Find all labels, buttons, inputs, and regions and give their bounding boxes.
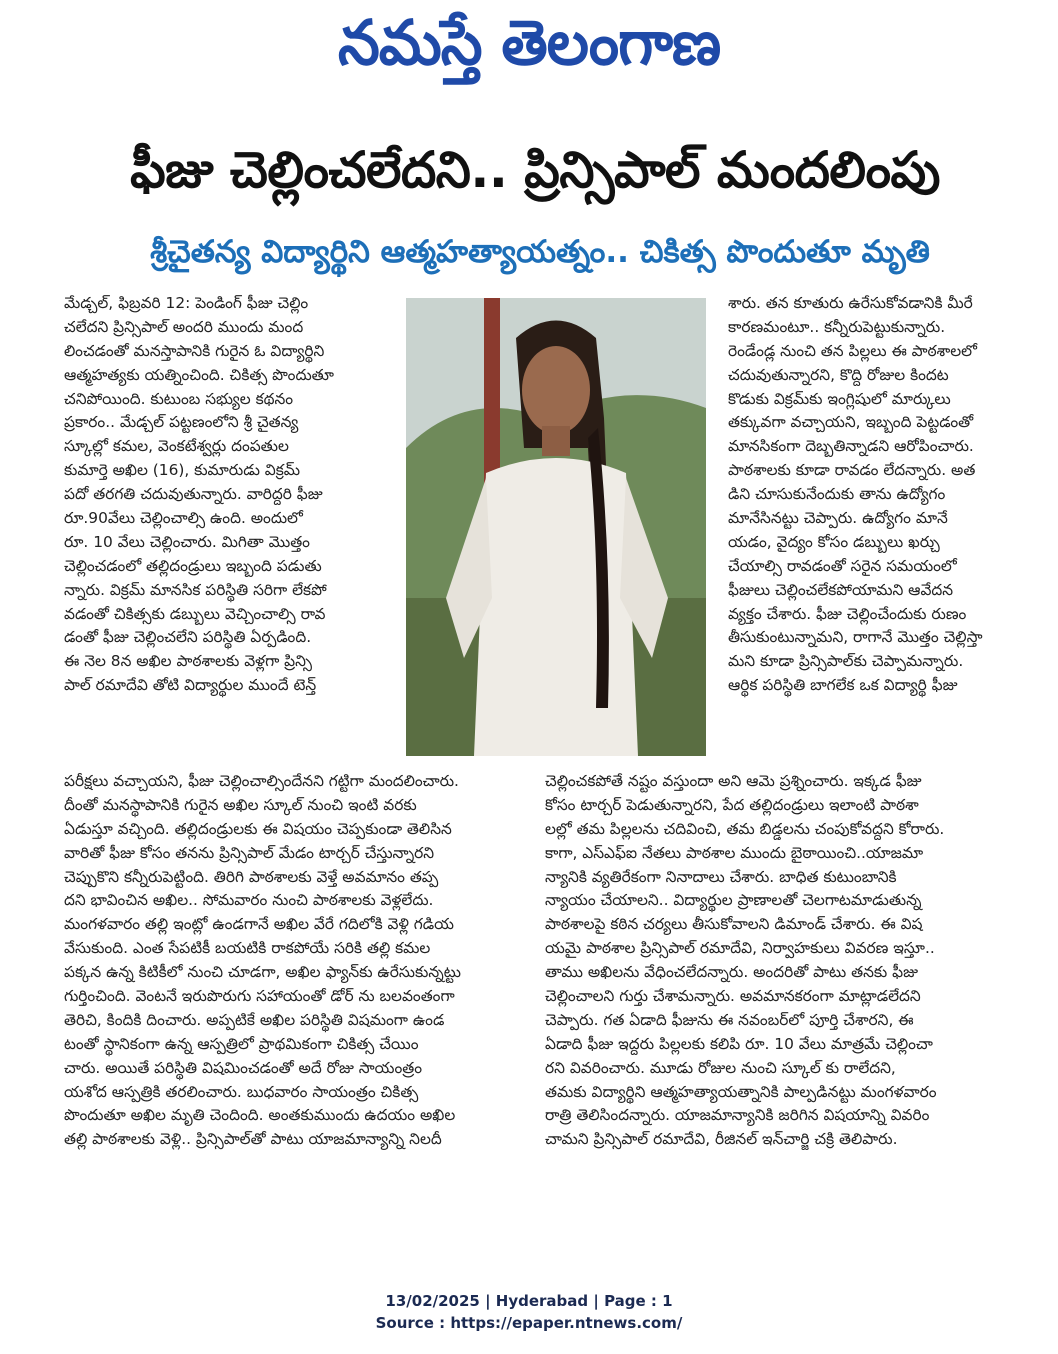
student-photo bbox=[406, 298, 706, 756]
article-line: చనిపోయింది. కుటుంబ సభ్యుల కథనం bbox=[64, 389, 294, 408]
article-line: పాఠశాలకు కూడా రావడం లేదన్నారు. అత bbox=[728, 461, 976, 480]
article-line: తాము అఖిలను వేధించలేదన్నారు. అందరితో పాటు తనకు ఫీజు bbox=[545, 963, 918, 982]
masthead bbox=[0, 2, 1058, 84]
article-line: చలేదని ప్రిన్సిపాల్ అందరి ముందు మంద bbox=[64, 317, 304, 336]
article-line: ఏడాది ఫీజు ఇద్దరు పిల్లలకు కలిపి రూ. 10 వేలు మాత్రమే చెల్లించా bbox=[545, 1034, 933, 1053]
article-line: రని వివరించారు. మూడు రోజుల నుంచి స్కూల్ కు రాలేదని, bbox=[545, 1058, 896, 1077]
article-line: న్యాయం చేయాలని.. విద్యార్థుల ప్రాణాలతో చెలగాటమాడుతున్న bbox=[545, 891, 922, 910]
article-line: తెరిచి, కిందికి దించారు. అప్పటికే అఖిల పరిస్థితి విషమంగా ఉండ bbox=[64, 1010, 445, 1029]
article-line: కొడుకు విక్రమ్‌కు ఇంగ్లిషులో మార్కులు bbox=[728, 389, 951, 408]
article-line: పరీక్షలు వచ్చాయని, ఫీజు చెల్లించాల్సిందేనని గట్టిగా మందలించారు. bbox=[64, 772, 459, 790]
article-line: చెప్పుకొని కన్నీరుపెట్టింది. తిరిగి పాఠశాలకు వెళ్తే అవమానం తప్ప bbox=[64, 867, 439, 886]
article-line: పాఠశాలపై కఠిన చర్యలు తీసుకోవాలని డిమాండ్ చేశారు. ఈ విష bbox=[545, 915, 923, 934]
article-line: లించడంతో మనస్తాపానికి గురైన ఓ విద్యార్థిని bbox=[64, 341, 325, 360]
photo-kurta bbox=[474, 458, 638, 756]
article-line: వడంతో చికిత్సకు డబ్బులు వెచ్చించాల్సి రావ bbox=[64, 604, 326, 623]
article-column-right-top bbox=[728, 292, 998, 698]
article-line: మని కూడా ప్రిన్సిపాల్‌కు చెప్పామన్నారు. bbox=[728, 652, 964, 671]
article-line: ప్రకారం.. మేడ్చల్ పట్టణంలోని శ్రీ చైతన్య bbox=[64, 413, 299, 432]
article-line: దని భావించిన అఖిల.. సోమవారం నుంచి పాఠశాలకు వెళ్లలేదు. bbox=[64, 891, 434, 910]
article-line: యడం, వైద్యం కోసం డబ్బులు ఖర్చు bbox=[728, 532, 940, 551]
article-line: యశోద ఆస్పత్రికి తరలించారు. బుధవారం సాయంత్రం చికిత్స bbox=[64, 1082, 419, 1101]
photo-face bbox=[522, 346, 590, 434]
article-line: తమకు విద్యార్థిని ఆత్మహత్యాయత్నానికి పాల్పడినట్టు మంగళవారం bbox=[545, 1082, 937, 1101]
footer-date-edition: 13/02/2025 | Hyderabad | Page : 1 bbox=[385, 1292, 673, 1310]
article-line: డంతో ఫీజు చెల్లించలేని పరిస్థితి ఏర్పడింది. bbox=[64, 628, 312, 647]
article-subheadline: శ్రీచైతన్య విద్యార్థిని ఆత్మహత్యాయత్నం.. చికిత్స పొందుతూ మృతి bbox=[150, 234, 930, 270]
article-line: మానేసినట్టు చెప్పారు. ఉద్యోగం మానే bbox=[728, 509, 948, 528]
article-line: రాత్రి తెలిసిందన్నారు. యాజమాన్యానికి జరిగిన విషయాన్ని వివరిం bbox=[545, 1106, 930, 1125]
newspaper-logo: నమస్తే తెలంగాణ bbox=[337, 6, 721, 79]
article-line: కాగా, ఎస్ఎఫ్ఐ నేతలు పాఠశాల ముందు బైఠాయించి..యాజమా bbox=[545, 843, 924, 862]
article-line: చదువుతున్నారని, కొద్ది రోజుల కిందట bbox=[728, 365, 949, 384]
article-line: తల్లి పాఠశాలకు వెళ్లి.. ప్రిన్సిపాల్‌తో పాటు యాజమాన్యాన్ని నిలదీ bbox=[64, 1130, 442, 1149]
article-line: తీసుకుంటున్నామని, రాగానే మొత్తం చెల్లిస్తా bbox=[728, 628, 983, 647]
article-line: వారితో ఫీజు కోసం తనను ప్రిన్సిపాల్ మేడం టార్చర్ చేస్తున్నారని bbox=[64, 843, 435, 862]
article-line: డిని చూసుకునేందుకు తాను ఉద్యోగం bbox=[728, 485, 946, 504]
article-line: మంగళవారం తల్లి ఇంట్లో ఉండగానే అఖిల వేరే గదిలోకి వెళ్లి గడియ bbox=[64, 915, 454, 934]
article-line: వేసుకుంది. ఎంత సేపటికీ బయటికి రాకపోయే సరికి తల్లి కమల bbox=[64, 939, 431, 958]
article-line: శారు. తన కూతురు ఉరేసుకోవడానికి మీరే bbox=[728, 294, 973, 312]
article-line: రూ.90వేలు చెల్లించాల్సి ఉంది. అందులో bbox=[64, 509, 303, 528]
article-line: ఏడుస్తూ వచ్చింది. తల్లిదండ్రులకు ఈ విషయం చెప్పకుండా తెలిసిన bbox=[64, 819, 452, 838]
article-line: చారు. అయితే పరిస్థితి విషమించడంతో అదే రోజు సాయంత్రం bbox=[64, 1058, 423, 1077]
article-line: స్కూల్లో కమల, వెంకటేశ్వర్లు దంపతుల bbox=[64, 437, 289, 456]
article-line: పొందుతూ అఖిల మృతి చెందింది. అంతకుముందు ఉదయం అఖిల bbox=[64, 1106, 456, 1125]
article-line: దీంతో మనస్థాపానికి గురైన అఖిల స్కూల్ నుంచి ఇంటి వరకు bbox=[64, 795, 417, 814]
article-line: మానసికంగా దెబ్బతిన్నాడని ఆరోపించారు. bbox=[728, 437, 974, 456]
article-line: పక్కన ఉన్న కిటికీలో నుంచి చూడగా, అఖిల ఫ్యాన్‌కు ఉరేసుకున్నట్టు bbox=[64, 963, 461, 982]
article-line: మేడ్చల్, ఫిబ్రవరి 12: పెండింగ్ ఫీజు చెల్లిం bbox=[64, 294, 309, 312]
article-line: యమై పాఠశాల ప్రిన్సిపాల్ రమాదేవి, నిర్వాహకులు వివరణ ఇస్తూ.. bbox=[545, 939, 935, 958]
article-line: చెప్పారు. గత ఏడాది ఫీజును ఈ నవంబర్‌లో పూర్తి చేశారని, ఈ bbox=[545, 1010, 914, 1029]
footer-source: Source : https://epaper.ntnews.com/ bbox=[375, 1314, 683, 1332]
article-line: న్యానికి వ్యతిరేకంగా నినాదాలు చేశారు. బాధిత కుటుంబానికి bbox=[545, 867, 897, 886]
article-line: కుమార్తె అఖిల (16), కుమారుడు విక్రమ్ bbox=[64, 461, 301, 480]
article-column-right-bottom bbox=[545, 770, 997, 1152]
article-line: రెండేండ్ల నుంచి తన పిల్లలు ఈ పాఠశాలలో bbox=[728, 341, 977, 360]
article-line: లల్లో తమ పిల్లలను చదివించి, తమ బిడ్డలను చంపుకోవద్దని కోరారు. bbox=[545, 819, 945, 838]
article-column-left-bottom bbox=[64, 770, 532, 1152]
article-line: ఫీజులు చెల్లించలేకపోయామని ఆవేదన bbox=[728, 580, 954, 599]
article-line: ఆర్థిక పరిస్థితి బాగలేక ఒక విద్యార్థి ఫీజు bbox=[728, 676, 958, 695]
article-line: ఆత్మహత్యకు యత్నించింది. చికిత్స పొందుతూ bbox=[64, 365, 334, 384]
article-line: వ్యక్తం చేశారు. ఫీజు చెల్లించేందుకు రుణం bbox=[728, 604, 967, 623]
article-headline: ఫీజు చెల్లించలేదని.. ప్రిన్సిపాల్ మందలింపు bbox=[130, 141, 940, 199]
article-line: పదో తరగతి చదువుతున్నారు. వారిద్దరి ఫీజు bbox=[64, 485, 323, 504]
article-line: చేయాల్సి రావడంతో సరైన సమయంలో bbox=[728, 556, 957, 575]
student-photo-illustration bbox=[406, 298, 706, 756]
article-line: ఈ నెల 8న అఖిల పాఠశాలకు వెళ్లగా ప్రిన్సి bbox=[64, 652, 313, 671]
article-line: రూ. 10 వేలు చెల్లించారు. మిగితా మొత్తం bbox=[64, 532, 310, 551]
article-line: గుర్తించింది. వెంటనే ఇరుపొరుగు సహాయంతో డోర్ ను బలవంతంగా bbox=[64, 987, 455, 1006]
article-line: తక్కువగా వచ్చాయని, ఇబ్బంది పెట్టడంతో bbox=[728, 413, 974, 432]
article-line: చామని ప్రిన్సిపాల్ రమాదేవి, రీజినల్ ఇన్‌చార్జి చక్రి తెలిపారు. bbox=[545, 1130, 898, 1149]
article-line: చెల్లించకపోతే నష్టం వస్తుందా అని ఆమె ప్రశ్నించారు. ఇక్కడ ఫీజు bbox=[545, 772, 922, 790]
article-line: పాల్ రమాదేవి తోటి విద్యార్థుల ముందే టెన్త్ bbox=[64, 676, 317, 695]
article-column-left-top bbox=[64, 292, 398, 698]
article-line: చెల్లించాలని గుర్తు చేశామన్నారు. అవమానకరంగా మాట్లాడలేదని bbox=[545, 987, 921, 1006]
article-line: న్నారు. విక్రమ్ మానసిక పరిస్థితి సరిగా లేకపో bbox=[64, 580, 327, 599]
article-line: కోసం టార్చర్ పెడుతున్నారని, పేద తల్లిదండ్రులు ఇలాంటి పాఠశా bbox=[545, 795, 919, 814]
article-line: టంతో స్థానికంగా ఉన్న ఆస్పత్రిలో ప్రాథమికంగా చికిత్స చేయిం bbox=[64, 1034, 419, 1053]
article-line: చెల్లించడంలో తల్లిదండ్రులు ఇబ్బంది పడుతు bbox=[64, 556, 322, 575]
article-line: కారణమంటూ.. కన్నీరుపెట్టుకున్నారు. bbox=[728, 317, 946, 336]
photo-neck bbox=[542, 426, 570, 456]
page-footer bbox=[0, 1290, 1058, 1334]
